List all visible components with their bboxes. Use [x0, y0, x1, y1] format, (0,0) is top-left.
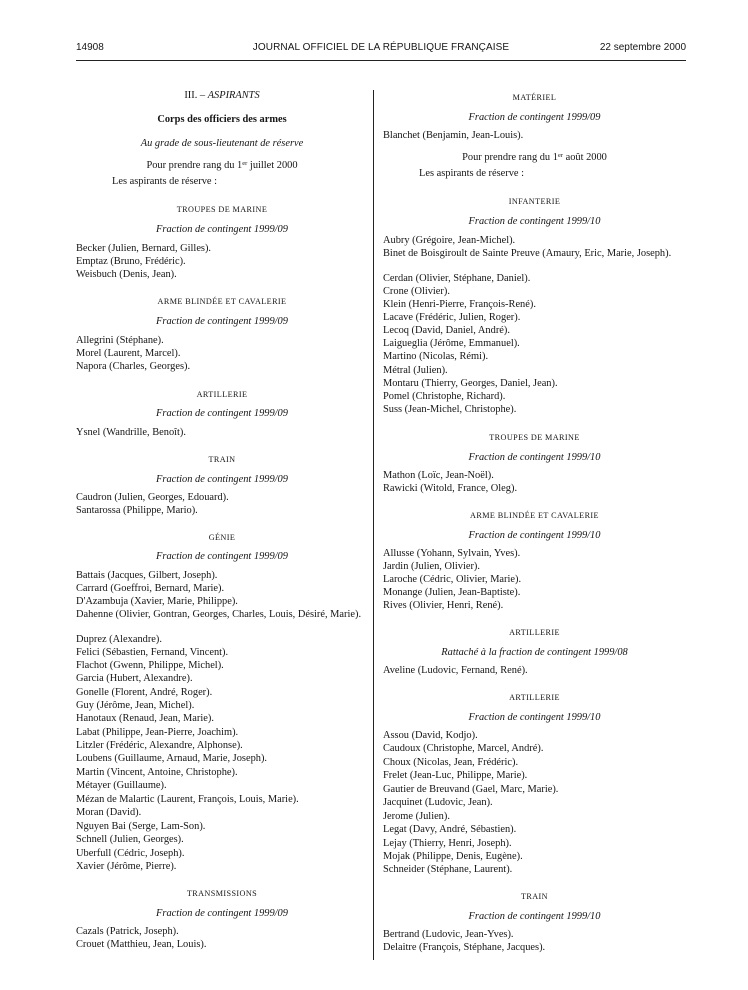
arm-heading: INFANTERIE: [508, 197, 561, 206]
page-number: 14908: [76, 42, 104, 53]
list-item: Jardin (Julien, Olivier).: [383, 561, 480, 572]
header-rule: [76, 60, 686, 61]
fraction-heading: Fraction de contingent 1999/10: [468, 712, 601, 723]
list-item: Felici (Sébastien, Fernand, Vincent).: [76, 647, 229, 658]
list-item: Cazals (Patrick, Joseph).: [76, 926, 179, 937]
list-item: Lecoq (David, Daniel, André).: [383, 325, 510, 336]
page-header: [76, 38, 686, 56]
fraction-heading: Fraction de contingent 1999/10: [468, 530, 601, 541]
list-item: Delaitre (François, Stéphane, Jacques).: [383, 942, 546, 953]
arm-heading: ARME BLINDÉE ET CAVALERIE: [157, 297, 287, 306]
list-item: Gautier de Breuvand (Gael, Marc, Marie).: [383, 784, 559, 795]
fraction-heading: Fraction de contingent 1999/09: [156, 408, 288, 419]
list-item: Frelet (Jean-Luc, Philippe, Marie).: [383, 770, 528, 781]
list-item: Suss (Jean-Michel, Christophe).: [383, 404, 517, 415]
list-item: Rives (Olivier, Henri, René).: [383, 600, 504, 611]
list-item: Garcia (Hubert, Alexandre).: [76, 673, 193, 684]
list-item: Rawicki (Witold, France, Oleg).: [383, 483, 518, 494]
list-item: Lacave (Frédéric, Julien, Roger).: [383, 312, 521, 323]
list-item: Jerome (Julien).: [383, 811, 450, 822]
arm-heading: TRAIN: [520, 892, 548, 901]
list-item: Martino (Nicolas, Rémi).: [383, 351, 489, 362]
list-item: Allegrini (Stéphane).: [76, 335, 164, 346]
list-item: Duprez (Alexandre).: [76, 634, 162, 645]
list-item: Mézan de Malartic (Laurent, François, Louis, Marie).: [76, 794, 299, 805]
list-item: Crouet (Matthieu, Jean, Louis).: [76, 939, 207, 950]
list-item: Klein (Henri-Pierre, François-René).: [383, 299, 536, 310]
arm-heading: TROUPES DE MARINE: [176, 205, 268, 214]
reserve-label: Les aspirants de réserve :: [419, 168, 525, 179]
list-item: Moran (David).: [76, 807, 142, 818]
list-item: Cerdan (Olivier, Stéphane, Daniel).: [383, 273, 531, 284]
list-item: Santarossa (Philippe, Mario).: [76, 505, 198, 516]
list-item: Litzler (Frédéric, Alexandre, Alphonse).: [76, 740, 243, 751]
list-item: Ysnel (Wandrille, Benoît).: [76, 427, 186, 438]
fraction-heading: Fraction de contingent 1999/10: [468, 452, 601, 463]
arm-heading: ARTILLERIE: [196, 390, 248, 399]
arm-heading: GÉNIE: [208, 533, 236, 542]
arm-heading: TROUPES DE MARINE: [489, 433, 580, 442]
grade-heading: Au grade de sous-lieutenant de réserve: [140, 138, 304, 149]
list-item: Loubens (Guillaume, Arnaud, Marie, Joseph).: [76, 753, 268, 764]
fraction-heading: Fraction de contingent 1999/10: [468, 216, 601, 227]
list-item: Lejay (Thierry, Henri, Joseph).: [383, 838, 512, 849]
list-item: Montaru (Thierry, Georges, Daniel, Jean).: [383, 378, 558, 389]
list-item: Laroche (Cédric, Olivier, Marie).: [383, 574, 522, 585]
list-item: Jacquinet (Ludovic, Jean).: [383, 797, 493, 808]
corps-heading: Corps des officiers des armes: [157, 114, 287, 125]
list-item: Carrard (Goeffroi, Bernard, Marie).: [76, 583, 225, 594]
list-item: Mojak (Philippe, Denis, Eugène).: [383, 851, 523, 862]
list-item: Morel (Laurent, Marcel).: [76, 348, 181, 359]
list-item: Assou (David, Kodjo).: [383, 730, 478, 741]
list-item: Gonelle (Florent, André, Roger).: [76, 687, 213, 698]
fraction-heading: Fraction de contingent 1999/09: [468, 112, 601, 123]
list-item: Caudron (Julien, Georges, Edouard).: [76, 492, 229, 503]
list-item: Flachot (Gwenn, Philippe, Michel).: [76, 660, 224, 671]
list-item: Schnell (Julien, Georges).: [76, 834, 184, 845]
section-title: III. – ASPIRANTS: [184, 90, 260, 101]
list-item: Hanotaux (Renaud, Jean, Marie).: [76, 713, 214, 724]
list-item: Binet de Boisgiroult de Sainte Preuve (Amaury, Eric, Marie, Joseph).: [383, 248, 672, 259]
list-item: Dahenne (Olivier, Gontran, Georges, Charles, Louis, Désiré, Marie).: [76, 609, 362, 620]
list-item: Mathon (Loïc, Jean-Noël).: [383, 470, 494, 481]
list-item: Crone (Olivier).: [383, 286, 450, 297]
list-item: Bertrand (Ludovic, Jean-Yves).: [383, 929, 514, 940]
list-item: Choux (Nicolas, Jean, Frédéric).: [383, 757, 519, 768]
list-item: Nguyen Bai (Serge, Lam-Son).: [76, 821, 206, 832]
rank-date: Pour prendre rang du 1er juillet 2000: [146, 160, 298, 171]
list-item: Xavier (Jérôme, Pierre).: [76, 861, 177, 872]
fraction-heading: Fraction de contingent 1999/09: [156, 224, 288, 235]
list-item: Allusse (Yohann, Sylvain, Yves).: [383, 548, 521, 559]
list-item: Aveline (Ludovic, Fernand, René).: [383, 665, 528, 676]
list-item: Battais (Jacques, Gilbert, Joseph).: [76, 570, 218, 581]
rank-date: Pour prendre rang du 1er août 2000: [462, 152, 607, 163]
list-item: Pomel (Christophe, Richard).: [383, 391, 506, 402]
list-item: Becker (Julien, Bernard, Gilles).: [76, 243, 212, 254]
list-item: D'Azambuja (Xavier, Marie, Philippe).: [76, 596, 238, 607]
list-item: Schneider (Stéphane, Laurent).: [383, 864, 513, 875]
fraction-heading: Fraction de contingent 1999/09: [156, 316, 288, 327]
list-item: Monange (Julien, Jean-Baptiste).: [383, 587, 521, 598]
fraction-heading: Fraction de contingent 1999/09: [156, 474, 288, 485]
fraction-heading: Fraction de contingent 1999/09: [156, 908, 288, 919]
fraction-heading: Fraction de contingent 1999/09: [156, 551, 288, 562]
arm-heading: MATÉRIEL: [512, 93, 557, 102]
list-item: Laigueglia (Jérôme, Emmanuel).: [383, 338, 520, 349]
list-item: Aubry (Grégoire, Jean-Michel).: [383, 235, 516, 246]
list-item: Guy (Jérôme, Jean, Michel).: [76, 700, 195, 711]
list-item: Blanchet (Benjamin, Jean-Louis).: [383, 130, 524, 141]
list-item: Métayer (Guillaume).: [76, 780, 167, 791]
arm-heading: ARTILLERIE: [509, 628, 560, 637]
list-item: Caudoux (Christophe, Marcel, André).: [383, 743, 544, 754]
list-item: Métral (Julien).: [383, 365, 448, 376]
arm-heading: TRAIN: [208, 455, 236, 464]
journal-title: JOURNAL OFFICIEL DE LA RÉPUBLIQUE FRANÇAISE: [252, 42, 510, 53]
reserve-label: Les aspirants de réserve :: [112, 176, 218, 187]
list-item: Uberfull (Cédric, Joseph).: [76, 848, 185, 859]
list-item: Napora (Charles, Georges).: [76, 361, 191, 372]
fraction-heading: Rattaché à la fraction de contingent 1999/08: [441, 647, 628, 658]
list-item: Weisbuch (Denis, Jean).: [76, 269, 177, 280]
arm-heading: TRANSMISSIONS: [186, 889, 258, 898]
arm-heading: ARTILLERIE: [509, 693, 560, 702]
arm-heading: ARME BLINDÉE ET CAVALERIE: [470, 511, 599, 520]
fraction-heading: Fraction de contingent 1999/10: [468, 911, 601, 922]
list-item: Emptaz (Bruno, Frédéric).: [76, 256, 186, 267]
publication-date: 22 septembre 2000: [599, 42, 686, 53]
list-item: Martin (Vincent, Antoine, Christophe).: [76, 767, 238, 778]
list-item: Legat (Davy, André, Sébastien).: [383, 824, 517, 835]
column-divider: [373, 90, 374, 960]
list-item: Labat (Philippe, Jean-Pierre, Joachim).: [76, 727, 239, 738]
